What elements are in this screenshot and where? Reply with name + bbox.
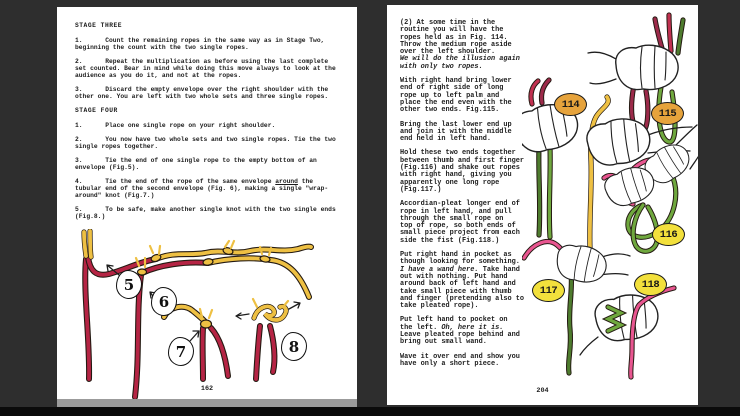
text-line: side the fist (Fig.118.) xyxy=(400,236,500,245)
text-line: Leave pleated rope behind and xyxy=(400,330,520,339)
text-line: over the left shoulder. xyxy=(400,48,496,57)
paragraph xyxy=(75,157,349,171)
text-line: take pleated rope). xyxy=(400,302,479,311)
text-line: 3. Tie the end of one single rope to the empty bottom of an xyxy=(75,157,317,164)
text-line: small piece project from each xyxy=(400,229,520,238)
text-line: (Fig.8.) xyxy=(75,213,106,220)
figure-number-5: 5 xyxy=(116,270,142,299)
text-line: 5. To be safe, make another single knot with the two single ends xyxy=(75,206,336,213)
text-line: end held in left hand. xyxy=(400,135,491,144)
left-page xyxy=(57,7,357,400)
text-line: top of rope, so both ends of xyxy=(400,222,516,231)
text-line: audience as you do it, and not at the ropes. xyxy=(75,72,242,79)
text-line: between thumb and first finger xyxy=(400,156,525,165)
text-line: single ropes together. xyxy=(75,143,159,150)
paragraph xyxy=(75,37,349,51)
section-heading: STAGE THREE xyxy=(75,22,123,29)
text-line: around" knot (Fig.7.) xyxy=(75,192,155,199)
text-line: rope up to left palm and xyxy=(400,91,500,100)
text-line: other two ends. Fig.115. xyxy=(400,106,500,115)
text-line: Put right hand in pocket as xyxy=(400,251,512,260)
text-line: (2) At some time in the xyxy=(400,19,496,27)
text-line: envelope (Fig.5). xyxy=(75,164,140,171)
right-page xyxy=(387,5,698,405)
paragraph xyxy=(75,206,349,220)
text-line: Put left hand to pocket on xyxy=(400,316,508,325)
figure-badge-117: 117 xyxy=(532,279,565,302)
text-line: Accordian-pleat longer end of xyxy=(400,200,520,209)
text-line: with only two ropes. xyxy=(400,62,483,71)
text-line: bring out small wand. xyxy=(400,338,487,347)
text-line: ropes held as in Fig. 114. xyxy=(400,33,508,42)
text-line: end of right side of long xyxy=(400,84,504,93)
paragraph xyxy=(75,178,349,199)
left-page-number: 162 xyxy=(200,385,214,393)
paragraph xyxy=(75,122,349,129)
text-line: tubular end of the second envelope (Fig. 6), making a single "wrap- xyxy=(75,185,329,192)
right-page-number: 204 xyxy=(536,387,549,395)
text-line: Hold these two ends together xyxy=(400,149,516,158)
text-line: With right hand bring lower xyxy=(400,77,512,86)
text-line: 2. Repeat the multiplication as before using the last complete xyxy=(75,58,329,65)
section-heading: STAGE FOUR xyxy=(75,107,118,114)
text-line: 1. Place one single rope on your right shoulder. xyxy=(75,122,276,129)
paragraph xyxy=(75,58,349,79)
text-line: though looking for something. xyxy=(400,258,520,267)
text-line: (Fig.117.) xyxy=(400,185,442,194)
text-line: place the end even with the xyxy=(400,98,512,107)
text-line: have only a short piece. xyxy=(400,359,500,368)
text-line: 2. You now have two whole sets and two single ropes. Tie the two xyxy=(75,136,336,143)
rope-hands-illustration xyxy=(522,7,698,399)
left-page-text xyxy=(75,20,349,227)
bottom-letterbox-bar xyxy=(0,407,740,416)
text-line: other one. You are left with two whole sets and three single ropes. xyxy=(75,93,329,100)
text-line: routine you will have the xyxy=(400,26,504,35)
text-line: 4. Tie the end of the rope of the same envelope around the xyxy=(75,178,314,185)
figure-number-7: 7 xyxy=(168,337,194,366)
paragraph xyxy=(75,136,349,150)
text-line: the left. Oh, here it is. xyxy=(400,323,504,332)
figure-badge-116: 116 xyxy=(652,223,685,246)
text-line: set counted. Bear in mind while doing this move always to look at the xyxy=(75,65,336,72)
text-line: 3. Discard the empty envelope over the right shoulder with the xyxy=(75,86,329,93)
text-line: apparently one long rope xyxy=(400,178,500,187)
text-line: and join it with the middle xyxy=(400,127,512,136)
rope-knots-illustration xyxy=(57,229,357,401)
paragraph xyxy=(75,86,349,100)
text-line: beginning the count with the two single ropes. xyxy=(75,44,249,51)
text-line: I have a wand here. Take hand xyxy=(400,265,520,274)
text-line: out with nothing. Put hand xyxy=(400,272,508,281)
text-line: Bring the last lower end up xyxy=(400,120,512,129)
figure-badge-118: 118 xyxy=(634,273,667,296)
text-line: with right hand, giving you xyxy=(400,171,512,180)
text-line: Wave it over end and show you xyxy=(400,352,520,361)
text-line: We will do the illusion again xyxy=(400,55,520,64)
text-line: through the small rope on xyxy=(400,214,504,223)
text-line: Throw the medium rope aside xyxy=(400,40,512,49)
figure-number-6: 6 xyxy=(151,287,177,316)
text-line: around back of left hand and xyxy=(400,280,516,289)
figure-badge-115: 115 xyxy=(651,102,684,125)
figure-number-8: 8 xyxy=(281,332,307,361)
text-line: rope in left hand, and pull xyxy=(400,207,512,216)
figure-badge-114: 114 xyxy=(554,93,587,116)
text-line: take small piece with thumb xyxy=(400,287,512,296)
text-line: 1. Count the remaining ropes in the same way as in Stage Two, xyxy=(75,37,325,44)
text-line: and finger (pretending also to xyxy=(400,294,525,303)
text-line: (Fig.116) and shake out ropes xyxy=(400,164,520,173)
